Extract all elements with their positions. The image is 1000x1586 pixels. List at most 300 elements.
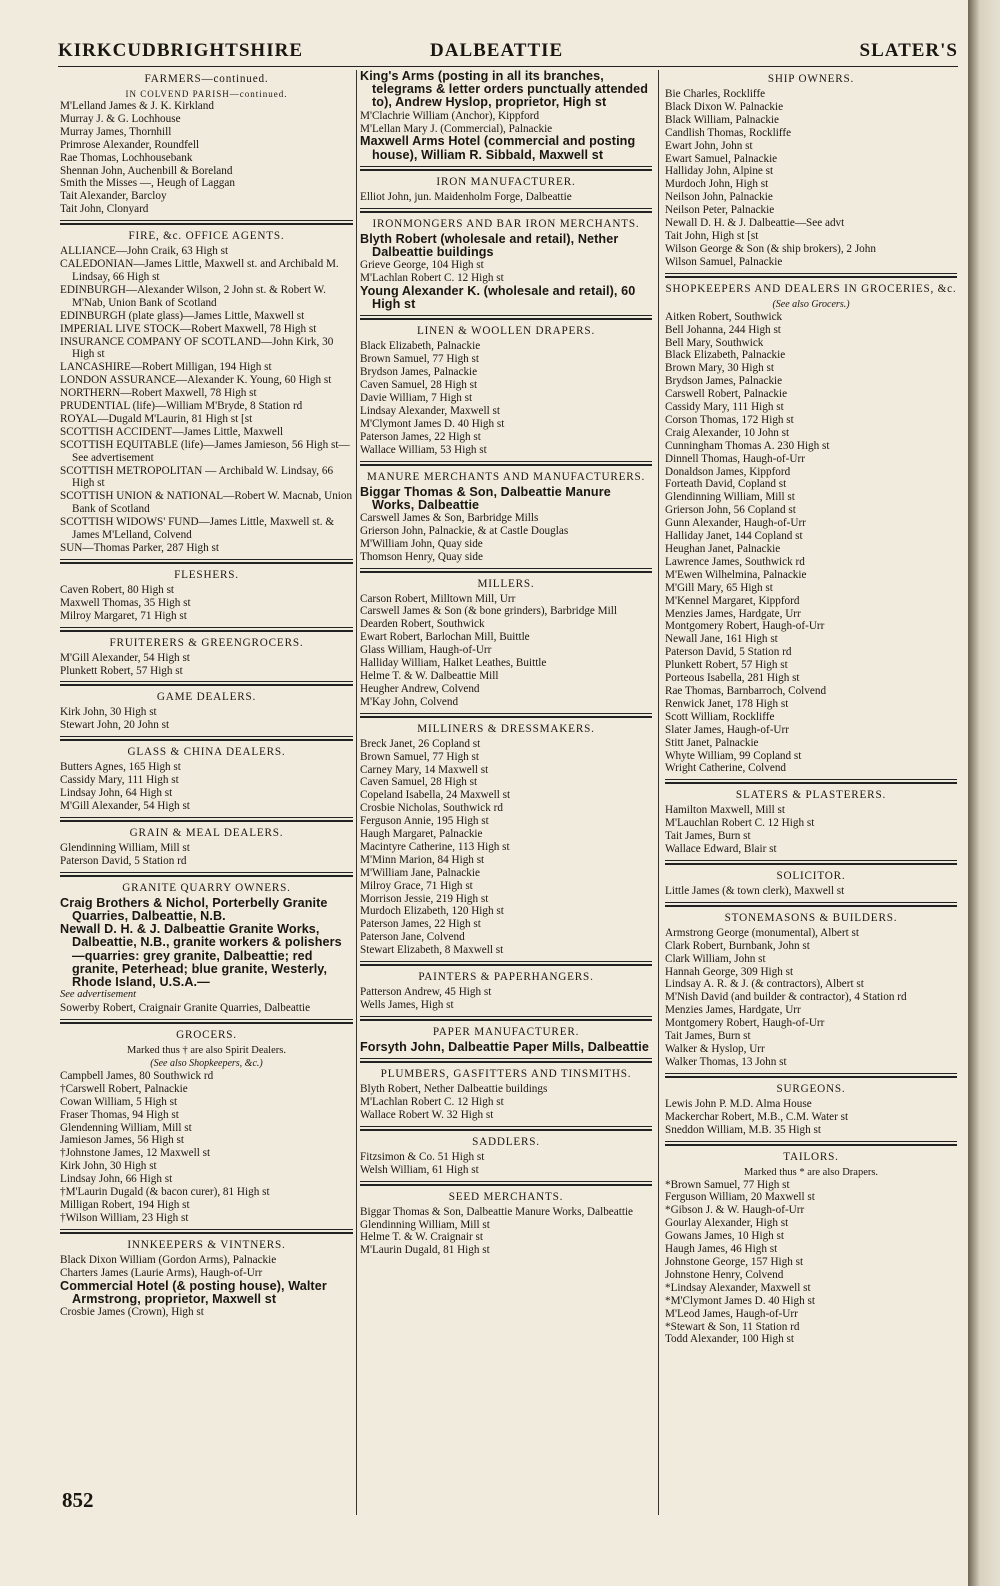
directory-entry: Tait John, Clonyard bbox=[60, 203, 149, 216]
section-solicitor bbox=[665, 870, 957, 907]
directory-entry: Halliday John, Alpine st bbox=[665, 165, 774, 178]
section-separator bbox=[60, 627, 353, 632]
section-ironmongers-and-bar-iron-merchants bbox=[360, 218, 652, 321]
directory-entry: Little James (& town clerk), Maxwell st bbox=[665, 884, 845, 897]
directory-entry: Ferguson Annie, 195 High st bbox=[360, 815, 489, 828]
directory-entry: LONDON ASSURANCE—Alexander K. Young, 60 High st bbox=[60, 374, 332, 387]
directory-entry: INSURANCE COMPANY OF SCOTLAND—John Kirk, 30 High st bbox=[60, 335, 334, 361]
directory-entry: M'William Jane, Palnackie bbox=[360, 866, 480, 879]
directory-entry: Wallace Robert W. 32 High st bbox=[360, 1108, 494, 1121]
section-seed-merchants bbox=[360, 1191, 652, 1258]
directory-entry: Crosbie Nicholas, Southwick rd bbox=[360, 802, 503, 815]
directory-entry: Milligan Robert, 194 High st bbox=[60, 1198, 190, 1211]
directory-entry: Lawrence James, Southwick rd bbox=[665, 555, 805, 568]
directory-entry: Caven Samuel, 28 High st bbox=[360, 776, 478, 789]
directory-entry: M'Lachlan Robert C. 12 High st bbox=[360, 272, 504, 285]
entry-list bbox=[665, 311, 957, 776]
entry-list bbox=[665, 1098, 957, 1137]
directory-entry: Crosbie James (Crown), High st bbox=[60, 1306, 204, 1319]
directory-entry: Helme T. & W. Dalbeattie Mill bbox=[360, 669, 499, 682]
section-stonemasons-builders bbox=[665, 912, 957, 1078]
directory-entry: Fraser Thomas, 94 High st bbox=[60, 1108, 179, 1121]
section-separator bbox=[665, 273, 957, 278]
directory-entry: Porteous Isabella, 281 High st bbox=[665, 672, 800, 685]
section-painters-paperhangers bbox=[360, 971, 652, 1021]
directory-entry: SCOTTISH UNION & NATIONAL—Robert W. Macnab, Union Bank of Scotland bbox=[60, 490, 353, 516]
section-glass-china-dealers bbox=[60, 746, 353, 822]
section-milliners-dressmakers bbox=[360, 723, 652, 966]
directory-entry: Copeland Isabella, 24 Maxwell st bbox=[360, 789, 511, 802]
section-separator bbox=[60, 681, 353, 686]
section-heading: GROCERS. bbox=[176, 1028, 237, 1041]
section-separator bbox=[360, 1126, 652, 1131]
section-heading: FARMERS—continued. bbox=[144, 73, 269, 85]
column-3 bbox=[665, 70, 957, 1348]
column-1 bbox=[60, 70, 353, 1321]
directory-entry: Wallace Edward, Blair st bbox=[665, 843, 777, 856]
section-fire-c-office-agents bbox=[60, 230, 353, 564]
section-fleshers bbox=[60, 569, 353, 632]
entry-list bbox=[60, 245, 353, 555]
directory-entry: *Brown Samuel, 77 High st bbox=[665, 1178, 790, 1191]
directory-entry: Scott William, Rockliffe bbox=[665, 710, 775, 723]
section-heading: GLASS & CHINA DEALERS. bbox=[127, 746, 286, 759]
advertiser-entry: Biggar Thomas & Son, Dalbeattie Manure Works, Dalbeattie bbox=[360, 485, 611, 512]
column-divider bbox=[658, 70, 659, 1515]
directory-entry: M'Gill Alexander, 54 High st bbox=[60, 651, 190, 664]
directory-entry: Caven Robert, 80 High st bbox=[60, 583, 175, 596]
directory-entry: M'Lauchlan Robert C. 12 High st bbox=[665, 817, 815, 830]
directory-entry: †Carswell Robert, Palnackie bbox=[60, 1082, 188, 1095]
directory-entry: See advertisement bbox=[60, 989, 137, 1001]
directory-entry: EDINBURGH (plate glass)—James Little, Maxwell st bbox=[60, 309, 305, 322]
section-grocers bbox=[60, 1029, 353, 1234]
advertiser-entry: Blyth Robert (wholesale and retail), Nether Dalbeattie buildings bbox=[360, 232, 619, 259]
section-heading: GRAIN & MEAL DEALERS. bbox=[129, 826, 284, 839]
directory-entry: Cassidy Mary, 111 High st bbox=[60, 774, 179, 787]
entry-list bbox=[665, 927, 957, 1069]
page-number: 852 bbox=[62, 1488, 94, 1512]
section-grain-meal-dealers bbox=[60, 827, 353, 877]
section-separator bbox=[360, 568, 652, 573]
directory-entry: Milroy Grace, 71 High st bbox=[360, 879, 473, 892]
entry-list bbox=[60, 761, 353, 813]
directory-entry: *M'Clymont James D. 40 High st bbox=[665, 1294, 815, 1307]
directory-entry: Plunkett Robert, 57 High st bbox=[665, 659, 788, 672]
directory-entry: Bell Mary, Southwick bbox=[665, 336, 764, 349]
section-separator bbox=[60, 1229, 353, 1234]
directory-entry: Shennan John, Auchenbill & Boreland bbox=[60, 164, 233, 177]
directory-entry: Dinnell Thomas, Haugh-of-Urr bbox=[665, 452, 805, 465]
directory-entry: Helme T. & W. Craignair st bbox=[360, 1231, 483, 1244]
directory-entry: Wright Catherine, Colvend bbox=[665, 762, 787, 775]
directory-entry: Murdoch Elizabeth, 120 High st bbox=[360, 905, 504, 918]
directory-entry: Campbell James, 80 Southwick rd bbox=[60, 1069, 214, 1082]
directory-entry: ALLIANCE—John Craik, 63 High st bbox=[60, 245, 229, 258]
directory-entry: Rae Thomas, Barnbarroch, Colvend bbox=[665, 684, 827, 697]
directory-entry: Stewart Elizabeth, 8 Maxwell st bbox=[360, 944, 504, 957]
directory-entry: Candlish Thomas, Rockliffe bbox=[665, 126, 792, 139]
section-ship-owners bbox=[665, 73, 957, 278]
directory-entry: Breck Janet, 26 Copland st bbox=[360, 737, 481, 750]
directory-entry: Ferguson William, 20 Maxwell st bbox=[665, 1191, 815, 1204]
directory-entry: M'Ewen Wilhelmina, Palnackie bbox=[665, 568, 807, 581]
advertiser-entry: King's Arms (posting in all its branches, telegrams & letter orders punctually attended to), Andrew Hyslop, proprietor, High st bbox=[360, 70, 649, 110]
directory-entry: Sneddon William, M.B. 35 High st bbox=[665, 1123, 821, 1136]
directory-entry: Fitzsimon & Co. 51 High st bbox=[360, 1150, 485, 1163]
entry-list bbox=[360, 1151, 652, 1177]
entry-list bbox=[665, 1179, 957, 1347]
directory-entry: Menzies James, Hardgate, Urr bbox=[665, 1004, 801, 1017]
section-heading: IRON MANUFACTURER. bbox=[436, 175, 576, 188]
directory-entry: Bie Charles, Rockliffe bbox=[665, 88, 766, 100]
entry-list bbox=[60, 584, 353, 623]
section-fruiterers-greengrocers bbox=[60, 637, 353, 687]
directory-entry: Elliot John, jun. Maidenholm Forge, Dalbeattie bbox=[360, 190, 572, 203]
directory-entry: Brown Mary, 30 High st bbox=[665, 362, 774, 375]
directory-entry: Carswell Robert, Palnackie bbox=[665, 388, 788, 401]
directory-entry: Wallace William, 53 High st bbox=[360, 443, 487, 456]
header-county: KIRKCUDBRIGHTSHIRE bbox=[58, 40, 303, 61]
section-note: Marked thus * are also Drapers. bbox=[743, 1166, 879, 1178]
directory-entry: Glendinning William, Mill st bbox=[665, 491, 795, 504]
section-heading: PLUMBERS, GASFITTERS AND TINSMITHS. bbox=[380, 1068, 632, 1081]
directory-entry: SCOTTISH METROPOLITAN — Archibald W. Lindsay, 66 High st bbox=[60, 464, 334, 490]
directory-entry: M'Lachlan Robert C. 12 High st bbox=[360, 1096, 504, 1109]
directory-entry: Ewart Robert, Barlochan Mill, Buittle bbox=[360, 631, 530, 644]
directory-entry: Haugh James, 46 High st bbox=[665, 1243, 778, 1256]
directory-entry: Gowans James, 10 High st bbox=[665, 1230, 785, 1243]
section-separator bbox=[60, 220, 353, 225]
section-continued bbox=[360, 70, 652, 171]
directory-entry: Thomson Henry, Quay side bbox=[360, 550, 483, 563]
directory-entry: ROYAL—Dugald M'Laurin, 81 High st [st bbox=[60, 412, 253, 425]
directory-entry: Wells James, High st bbox=[360, 999, 454, 1012]
section-separator bbox=[665, 1073, 957, 1078]
section-heading: SEED MERCHANTS. bbox=[448, 1190, 564, 1203]
directory-entry: Black William, Palnackie bbox=[665, 113, 779, 126]
entry-list bbox=[665, 804, 957, 856]
directory-entry: M'Kay John, Colvend bbox=[360, 695, 459, 708]
directory-entry: Davie William, 7 High st bbox=[360, 391, 473, 404]
advertiser-entry: Forsyth John, Dalbeattie Paper Mills, Dalbeattie bbox=[360, 1040, 649, 1054]
section-cross-reference: (See also Shopkeepers, &c.) bbox=[150, 1057, 263, 1069]
directory-entry: M'William John, Quay side bbox=[360, 537, 483, 550]
section-heading: GAME DEALERS. bbox=[156, 691, 257, 704]
directory-entry: Heugher Andrew, Colvend bbox=[360, 682, 480, 695]
section-granite-quarry-owners bbox=[60, 882, 353, 1024]
entry-list bbox=[360, 70, 652, 162]
directory-entry: Caven Samuel, 28 High st bbox=[360, 379, 478, 392]
directory-entry: Grieve George, 104 High st bbox=[360, 259, 484, 272]
directory-entry: Murdoch John, High st bbox=[665, 178, 769, 191]
directory-entry: Gourlay Alexander, High st bbox=[665, 1217, 789, 1230]
directory-entry: Forteath David, Copland st bbox=[665, 478, 787, 491]
header-rule bbox=[58, 66, 958, 67]
directory-entry: Glendinning William, Mill st bbox=[360, 1218, 490, 1231]
directory-entry: Haugh Margaret, Palnackie bbox=[360, 828, 483, 841]
directory-entry: Glendenning William, Mill st bbox=[60, 1121, 192, 1134]
directory-entry: Maxwell Thomas, 35 High st bbox=[60, 596, 191, 609]
directory-entry: Murray J. & G. Lochhouse bbox=[60, 112, 181, 125]
directory-entry: Morrison Jessie, 219 High st bbox=[360, 892, 489, 905]
directory-entry: Patterson Andrew, 45 High st bbox=[360, 986, 492, 999]
section-linen-woollen-drapers bbox=[360, 325, 652, 465]
directory-entry: SCOTTISH WIDOWS' FUND—James Little, Maxwell st. & James M'Lelland, Colvend bbox=[60, 516, 335, 542]
directory-entry: Lindsay John, 66 High st bbox=[60, 1173, 173, 1186]
directory-entry: Glass William, Haugh-of-Urr bbox=[360, 644, 492, 657]
directory-entry: Grierson John, 56 Copland st bbox=[665, 504, 796, 517]
directory-entry: Paterson David, 5 Station rd bbox=[665, 646, 792, 659]
directory-entry: Renwick Janet, 178 High st bbox=[665, 697, 789, 710]
directory-entry: Ewart Samuel, Palnackie bbox=[665, 152, 778, 165]
entry-list bbox=[360, 1041, 652, 1054]
entry-list bbox=[60, 1070, 353, 1225]
section-separator bbox=[665, 860, 957, 865]
directory-entry: Glendinning William, Mill st bbox=[60, 841, 190, 854]
entry-list bbox=[360, 738, 652, 957]
section-separator bbox=[360, 166, 652, 171]
directory-entry: IMPERIAL LIVE STOCK—Robert Maxwell, 78 High st bbox=[60, 322, 317, 335]
section-heading: FIRE, &c. OFFICE AGENTS. bbox=[128, 230, 285, 243]
directory-entry: Clark Robert, Burnbank, John st bbox=[665, 939, 810, 952]
directory-entry: Walker & Hyslop, Urr bbox=[665, 1043, 765, 1055]
section-game-dealers bbox=[60, 691, 353, 741]
directory-entry: Primrose Alexander, Roundfell bbox=[60, 138, 200, 151]
entry-list bbox=[360, 593, 652, 709]
section-farmers-continued bbox=[60, 73, 353, 225]
column-2 bbox=[360, 70, 652, 1259]
directory-entry: Plunkett Robert, 57 High st bbox=[60, 664, 183, 677]
directory-entry: *Stewart & Son, 11 Station rd bbox=[665, 1320, 800, 1333]
directory-entry: SUN—Thomas Parker, 287 High st bbox=[60, 542, 219, 554]
section-separator bbox=[360, 1058, 652, 1063]
section-heading: STONEMASONS & BUILDERS. bbox=[724, 911, 898, 924]
directory-entry: Lindsay A. R. & J. (& contractors), Albert st bbox=[665, 978, 864, 991]
directory-entry: SCOTTISH EQUITABLE (life)—James Jamieson, 56 High st—See advertisement bbox=[60, 438, 350, 464]
section-separator bbox=[360, 461, 652, 466]
directory-entry: Mackerchar Robert, M.B., C.M. Water st bbox=[665, 1110, 849, 1123]
entry-list bbox=[360, 986, 652, 1012]
directory-entry: Armstrong George (monumental), Albert st bbox=[665, 926, 859, 939]
directory-entry: *Gibson J. & W. Haugh-of-Urr bbox=[665, 1204, 805, 1217]
section-heading: SHOPKEEPERS AND DEALERS IN GROCERIES, &c. bbox=[665, 282, 957, 295]
section-millers bbox=[360, 578, 652, 718]
section-separator bbox=[360, 1181, 652, 1186]
directory-entry: M'Laurin Dugald, 81 High st bbox=[360, 1244, 490, 1257]
directory-entry: Cassidy Mary, 111 High st bbox=[665, 401, 784, 414]
directory-entry: Welsh William, 61 High st bbox=[360, 1163, 479, 1176]
section-subheading: IN COLVEND PARISH—continued. bbox=[125, 89, 288, 99]
section-paper-manufacturer bbox=[360, 1026, 652, 1063]
entry-list bbox=[60, 897, 353, 1015]
entry-list bbox=[60, 100, 353, 216]
section-cross-reference: (See also Grocers.) bbox=[772, 298, 850, 310]
directory-entry: Menzies James, Hardgate, Urr bbox=[665, 607, 801, 620]
directory-entry: M'Clachrie William (Anchor), Kippford bbox=[360, 109, 540, 122]
directory-entry: Butters Agnes, 165 High st bbox=[60, 761, 181, 774]
directory-entry: SCOTTISH ACCIDENT—James Little, Maxwell bbox=[60, 425, 284, 438]
directory-entry: Charters James (Laurie Arms), Haugh-of-Urr bbox=[60, 1266, 263, 1279]
entry-list bbox=[60, 652, 353, 678]
directory-entry: Hamilton Maxwell, Mill st bbox=[665, 804, 785, 817]
directory-entry: Wilson George & Son (& ship brokers), 2 John bbox=[665, 242, 876, 255]
advertiser-entry: Commercial Hotel (& posting house), Walter Armstrong, proprietor, Maxwell st bbox=[60, 1279, 327, 1306]
header-town: DALBEATTIE bbox=[430, 40, 564, 61]
section-slaters-plasterers bbox=[665, 789, 957, 865]
directory-entry: Gunn Alexander, Haugh-of-Urr bbox=[665, 517, 806, 530]
directory-entry: Cowan William, 5 High st bbox=[60, 1095, 178, 1108]
directory-entry: M'Minn Marion, 84 High st bbox=[360, 853, 485, 866]
directory-entry: Brown Samuel, 77 High st bbox=[360, 353, 480, 366]
directory-entry: †M'Laurin Dugald (& bacon curer), 81 High st bbox=[60, 1186, 270, 1199]
section-separator bbox=[665, 1141, 957, 1146]
directory-entry: †Wilson William, 23 High st bbox=[60, 1211, 189, 1224]
section-heading: FLESHERS. bbox=[174, 568, 239, 581]
directory-entry: Heughan Janet, Palnackie bbox=[665, 543, 781, 555]
directory-entry: Johnstone George, 157 High st bbox=[665, 1255, 804, 1268]
directory-entry: PRUDENTIAL (life)—William M'Bryde, 8 Station rd bbox=[60, 400, 303, 413]
directory-entry: Macintyre Catherine, 113 High st bbox=[360, 840, 510, 853]
directory-entry: Paterson James, 22 High st bbox=[360, 918, 481, 931]
section-separator bbox=[665, 902, 957, 907]
directory-entry: Brydson James, Palnackie bbox=[360, 366, 478, 379]
advertiser-entry: Maxwell Arms Hotel (commercial and posting house), William R. Sibbald, Maxwell st bbox=[360, 135, 636, 162]
column-divider bbox=[356, 70, 357, 1515]
directory-entry: Brown Samuel, 77 High st bbox=[360, 750, 480, 763]
directory-entry: Tait Alexander, Barcloy bbox=[60, 190, 167, 203]
directory-entry: Newall D. H. & J. Dalbeattie—See advt bbox=[665, 217, 845, 230]
section-iron-manufacturer bbox=[360, 176, 652, 213]
section-separator bbox=[60, 736, 353, 741]
directory-entry: Whyte William, 99 Copland st bbox=[665, 749, 802, 762]
section-heading: PAINTERS & PAPERHANGERS. bbox=[418, 971, 594, 984]
directory-entry: Neilson Peter, Palnackie bbox=[665, 204, 775, 217]
directory-entry: Smith the Misses —, Heugh of Laggan bbox=[60, 177, 235, 190]
directory-entry: Sowerby Robert, Craignair Granite Quarries, Dalbeattie bbox=[60, 1002, 311, 1015]
header-publisher: SLATER'S bbox=[859, 40, 958, 61]
directory-entry: Carswell James & Son, Barbridge Mills bbox=[360, 511, 539, 524]
section-separator bbox=[60, 872, 353, 877]
directory-entry: Halliday Janet, 144 Copland st bbox=[665, 530, 803, 543]
section-note: Marked thus † are also Spirit Dealers. bbox=[127, 1044, 286, 1056]
directory-entry: M'Clymont James D. 40 High st bbox=[360, 417, 505, 430]
directory-entry: Carson Robert, Milltown Mill, Urr bbox=[360, 592, 516, 605]
directory-entry: LANCASHIRE—Robert Milligan, 194 High st bbox=[60, 361, 272, 374]
section-heading: INNKEEPERS & VINTNERS. bbox=[127, 1238, 286, 1251]
directory-entry: Todd Alexander, 100 High st bbox=[665, 1333, 794, 1346]
directory-entry: Tait John, High st [st bbox=[665, 229, 759, 242]
entry-list bbox=[360, 191, 652, 204]
directory-entry: Grierson John, Palnackie, & at Castle Douglas bbox=[360, 524, 569, 537]
section-heading: SHIP OWNERS. bbox=[767, 73, 855, 85]
directory-entry: Paterson Jane, Colvend bbox=[360, 931, 465, 944]
directory-entry: Wilson Samuel, Palnackie bbox=[665, 255, 783, 268]
entry-list bbox=[360, 1206, 652, 1258]
section-separator bbox=[360, 315, 652, 320]
section-heading: MILLINERS & DRESSMAKERS. bbox=[417, 722, 595, 735]
section-plumbers-gasfitters-and-tinsmiths bbox=[360, 1068, 652, 1131]
directory-entry: Black Dixon W. Palnackie bbox=[665, 100, 784, 113]
directory-entry: Paterson James, 22 High st bbox=[360, 430, 481, 443]
directory-entry: M'Nish David (and builder & contractor), 4 Station rd bbox=[665, 991, 907, 1004]
section-heading: GRANITE QUARRY OWNERS. bbox=[122, 881, 291, 894]
directory-entry: Cunningham Thomas A. 230 High st bbox=[665, 439, 830, 452]
section-separator bbox=[60, 817, 353, 822]
directory-entry: †Johnstone James, 12 Maxwell st bbox=[60, 1147, 211, 1160]
directory-entry: Newall Jane, 161 High st bbox=[665, 633, 778, 646]
directory-entry: Clark William, John st bbox=[665, 952, 766, 965]
directory-entry: Rae Thomas, Lochhousebank bbox=[60, 151, 193, 164]
section-separator bbox=[360, 1016, 652, 1021]
entry-list bbox=[360, 233, 652, 312]
binding-edge bbox=[968, 0, 1000, 1586]
directory-entry: EDINBURGH—Alexander Wilson, 2 John st. & Robert W. M'Nab, Union Bank of Scotland bbox=[60, 283, 326, 309]
section-separator bbox=[360, 713, 652, 718]
section-heading: SOLICITOR. bbox=[776, 869, 846, 882]
section-heading: IRONMONGERS AND BAR IRON MERCHANTS. bbox=[372, 217, 640, 230]
section-heading: SADDLERS. bbox=[472, 1135, 540, 1148]
section-tailors bbox=[665, 1151, 957, 1347]
section-heading: TAILORS. bbox=[783, 1150, 839, 1163]
directory-entry: Corson Thomas, 172 High st bbox=[665, 413, 794, 426]
directory-entry: Aitken Robert, Southwick bbox=[665, 310, 783, 323]
advertiser-entry: Newall D. H. & J. Dalbeattie Granite Works, Dalbeattie, N.B., granite workers & polishers—quarries: grey granite, Dalbeattie; red granite, Peterhead; blue granite, Westerly, Rhode Island, U.S.A.— bbox=[60, 923, 342, 989]
directory-entry: M'Leod James, Haugh-of-Urr bbox=[665, 1307, 798, 1320]
section-saddlers bbox=[360, 1136, 652, 1186]
directory-entry: Murray James, Thornhill bbox=[60, 125, 172, 138]
directory-entry: Lindsay Alexander, Maxwell st bbox=[360, 404, 500, 417]
directory-entry: Ewart John, John st bbox=[665, 139, 753, 152]
directory-entry: Hannah George, 309 High st bbox=[665, 965, 794, 978]
directory-entry: Halliday William, Halket Leathes, Buittle bbox=[360, 657, 547, 670]
directory-entry: Donaldson James, Kippford bbox=[665, 465, 791, 478]
section-separator bbox=[60, 1019, 353, 1024]
directory-entry: Blyth Robert, Nether Dalbeattie buildings bbox=[360, 1083, 548, 1096]
directory-entry: Jamieson James, 56 High st bbox=[60, 1134, 184, 1147]
directory-entry: CALEDONIAN—James Little, Maxwell st. and Archibald M. Lindsay, 66 High st bbox=[60, 258, 339, 283]
directory-entry: M'Gill Alexander, 54 High st bbox=[60, 799, 190, 812]
directory-entry: Stewart John, 20 John st bbox=[60, 719, 170, 732]
directory-entry: Tait James, Burn st bbox=[665, 830, 751, 843]
directory-entry: Johnstone Henry, Colvend bbox=[665, 1268, 784, 1281]
section-manure-merchants-and-manufacturers bbox=[360, 471, 652, 573]
directory-entry: Montgomery Robert, Haugh-of-Urr bbox=[665, 1017, 825, 1030]
directory-entry: NORTHERN—Robert Maxwell, 78 High st bbox=[60, 387, 257, 400]
directory-entry: M'Lelland James & J. K. Kirkland bbox=[60, 100, 214, 112]
directory-entry: Kirk John, 30 High st bbox=[60, 1160, 157, 1173]
directory-entry: Dearden Robert, Southwick bbox=[360, 618, 485, 631]
directory-entry: Black Elizabeth, Palnackie bbox=[360, 340, 481, 353]
advertiser-entry: Craig Brothers & Nichol, Porterbelly Granite Quarries, Dalbeattie, N.B. bbox=[60, 896, 328, 923]
directory-entry: Craig Alexander, 10 John st bbox=[665, 426, 790, 439]
directory-entry: Biggar Thomas & Son, Dalbeattie Manure Works, Dalbeattie bbox=[360, 1205, 634, 1218]
section-separator bbox=[360, 208, 652, 213]
section-heading: FRUITERERS & GREENGROCERS. bbox=[109, 636, 304, 649]
directory-entry: Montgomery Robert, Haugh-of-Urr bbox=[665, 620, 825, 633]
directory-entry: Neilson John, Palnackie bbox=[665, 191, 773, 204]
directory-entry: M'Gill Mary, 65 High st bbox=[665, 581, 773, 594]
entry-list bbox=[360, 1083, 652, 1122]
directory-entry: Bell Johanna, 244 High st bbox=[665, 323, 781, 336]
directory-entry: Brydson James, Palnackie bbox=[665, 375, 783, 388]
section-heading: MANURE MERCHANTS AND MANUFACTURERS. bbox=[366, 470, 646, 483]
section-separator bbox=[360, 961, 652, 966]
section-heading: PAPER MANUFACTURER. bbox=[432, 1025, 580, 1038]
directory-entry: Carswell James & Son (& bone grinders), Barbridge Mill bbox=[360, 605, 617, 618]
section-shopkeepers-and-dealers-in-groceries-c bbox=[665, 283, 957, 785]
page-header bbox=[58, 40, 958, 66]
